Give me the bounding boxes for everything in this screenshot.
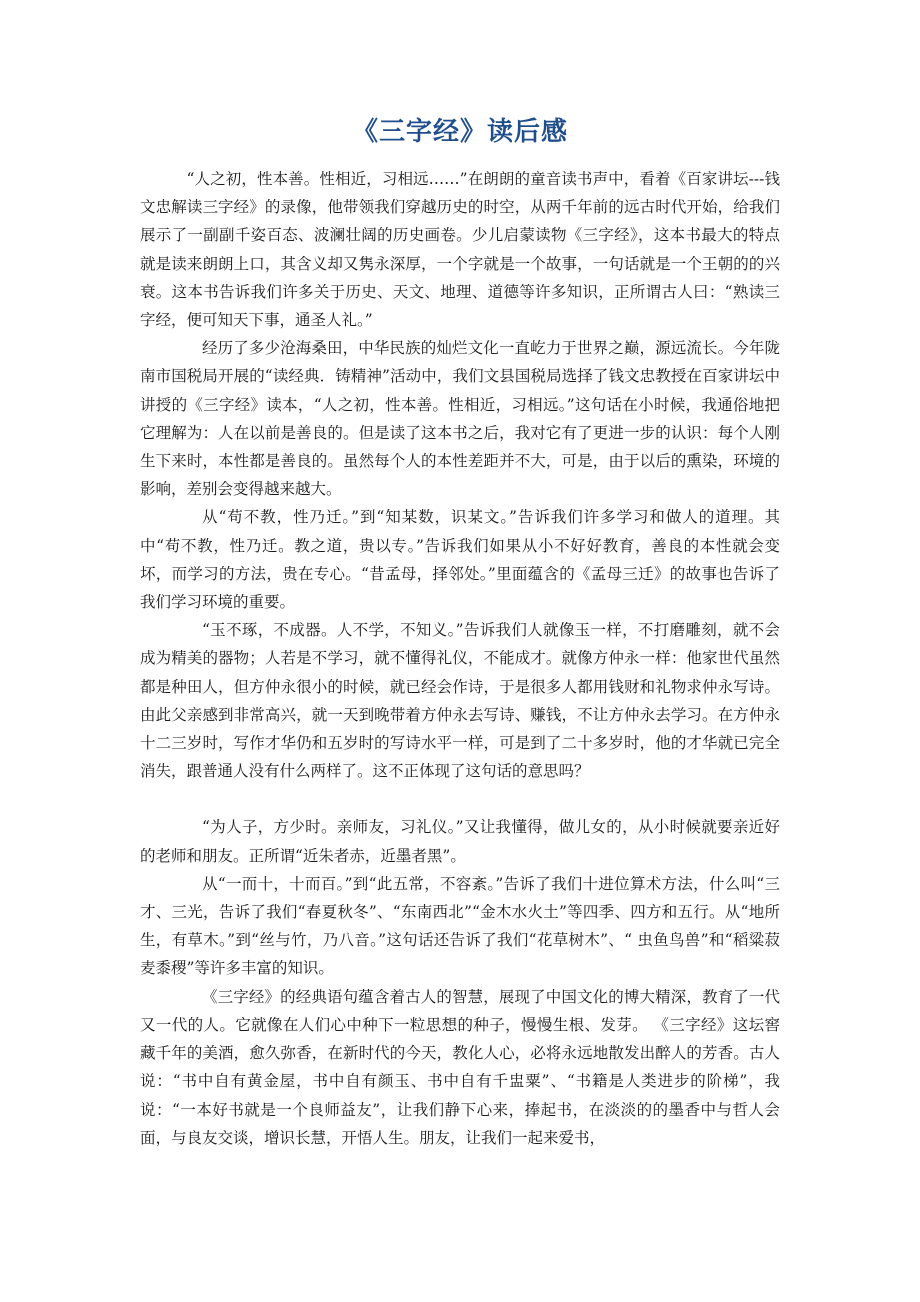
document-body <box>140 165 780 1152</box>
document-title: 《三字经》读后感 <box>351 117 568 147</box>
paragraph: “人之初，性本善。性相近，习相远……”在朗朗的童音读书声中，看着《百家讲坛---钱文忠解读三字经》的录像，他带领我们穿越历史的时空，从两千年前的远古时代开始，给我们展示了一副副千姿百态、波澜壮阔的历史画卷。少儿启蒙读物《三字经》，这本书最大的特点就是读来朗朗上口，其含义却又隽永深厚，一个字就是一个故事，一句话就是一个王朝的的兴衰。这本书告诉我们许多关于历史、天文、地理、道德等许多知识，正所谓古人曰：“熟读三字经，便可知天下事，通圣人礼。” <box>140 170 780 330</box>
paragraph: 从“苟不教，性乃迁。”到“知某数，识某文。”告诉我们许多学习和做人的道理。其中“苟不教，性乃迁。教之道，贵以专。”告诉我们如果从小不好好教育，善良的本性就会变坏，而学习的方法，贵在专心。“昔孟母，择邻处。”里面蕴含的《孟母三迁》的故事也告诉了我们学习环境的重要。 <box>140 508 780 612</box>
paragraph: 经历了多少沧海桑田，中华民族的灿烂文化一直屹力于世界之巅，源远流长。今年陇南市国税局开展的“读经典．铸精神”活动中，我们文县国税局选择了钱文忠教授在百家讲坛中讲授的《三字经》读本，“人之初，性本善。性相近，习相远。”这句话在小时候，我通俗地把它理解为：人在以前是善良的。但是读了这本书之后，我对它有了更进一步的认识：每个人刚生下来时，本性都是善良的。虽然每个人的本性差距并不大，可是，由于以后的熏染，环境的影响，差别会变得越来越大。 <box>140 339 780 499</box>
paragraph: “为人子，方少时。亲师友，习礼仪。”又让我懂得，做儿女的，从小时候就要亲近好的老师和朋友。正所谓“近朱者赤，近墨者黑”。 <box>140 818 780 865</box>
paragraph: 从“一而十，十而百。”到“此五常，不容紊。”告诉了我们十进位算术方法，什么叫“三才、三光，告诉了我们“春夏秋冬”、“东南西北”“金木水火土”等四季、四方和五行。从“地所生，有草木。”到“丝与竹，乃八音。”这句话还告诉了我们“花草树木”、“ 虫鱼鸟兽”和“稻粱菽麦黍稷”等许多丰富的知识。 <box>140 874 780 978</box>
paragraph-spacer <box>140 785 780 813</box>
paragraph: 《三字经》的经典语句蕴含着古人的智慧，展现了中国文化的博大精深，教育了一代又一代的人。它就像在人们心中种下一粒思想的种子，慢慢生根、发芽。 《三字经》这坛窖藏千年的美酒，愈久弥香，在新时代的今天，教化人心，必将永远地散发出醉人的芳香。古人说：“书中自有黄金屋，书中自有颜玉、书中自有千盅粟”、“书籍是人类进步的阶梯”，我说：“一本好书就是一个良师益友”，让我们静下心来，捧起书，在淡淡的的墨香中与哲人会面，与良友交谈，增识长慧，开悟人生。朋友，让我们一起来爱书， <box>140 987 780 1147</box>
paragraph: “玉不琢，不成器。人不学，不知义。”告诉我们人就像玉一样，不打磨雕刻，就不会成为精美的器物；人若是不学习，就不懂得礼仪，不能成才。就像方仲永一样：他家世代虽然都是种田人，但方仲永很小的时候，就已经会作诗，于是很多人都用钱财和礼物求仲永写诗。由此父亲感到非常高兴，就一天到晚带着方仲永去写诗、赚钱，不让方仲永去学习。在方仲永十二三岁时，写作才华仍和五岁时的写诗水平一样，可是到了二十多岁时，他的才华就已完全消失，跟普通人没有什么两样了。这不正体现了这句话的意思吗？ <box>140 621 780 781</box>
